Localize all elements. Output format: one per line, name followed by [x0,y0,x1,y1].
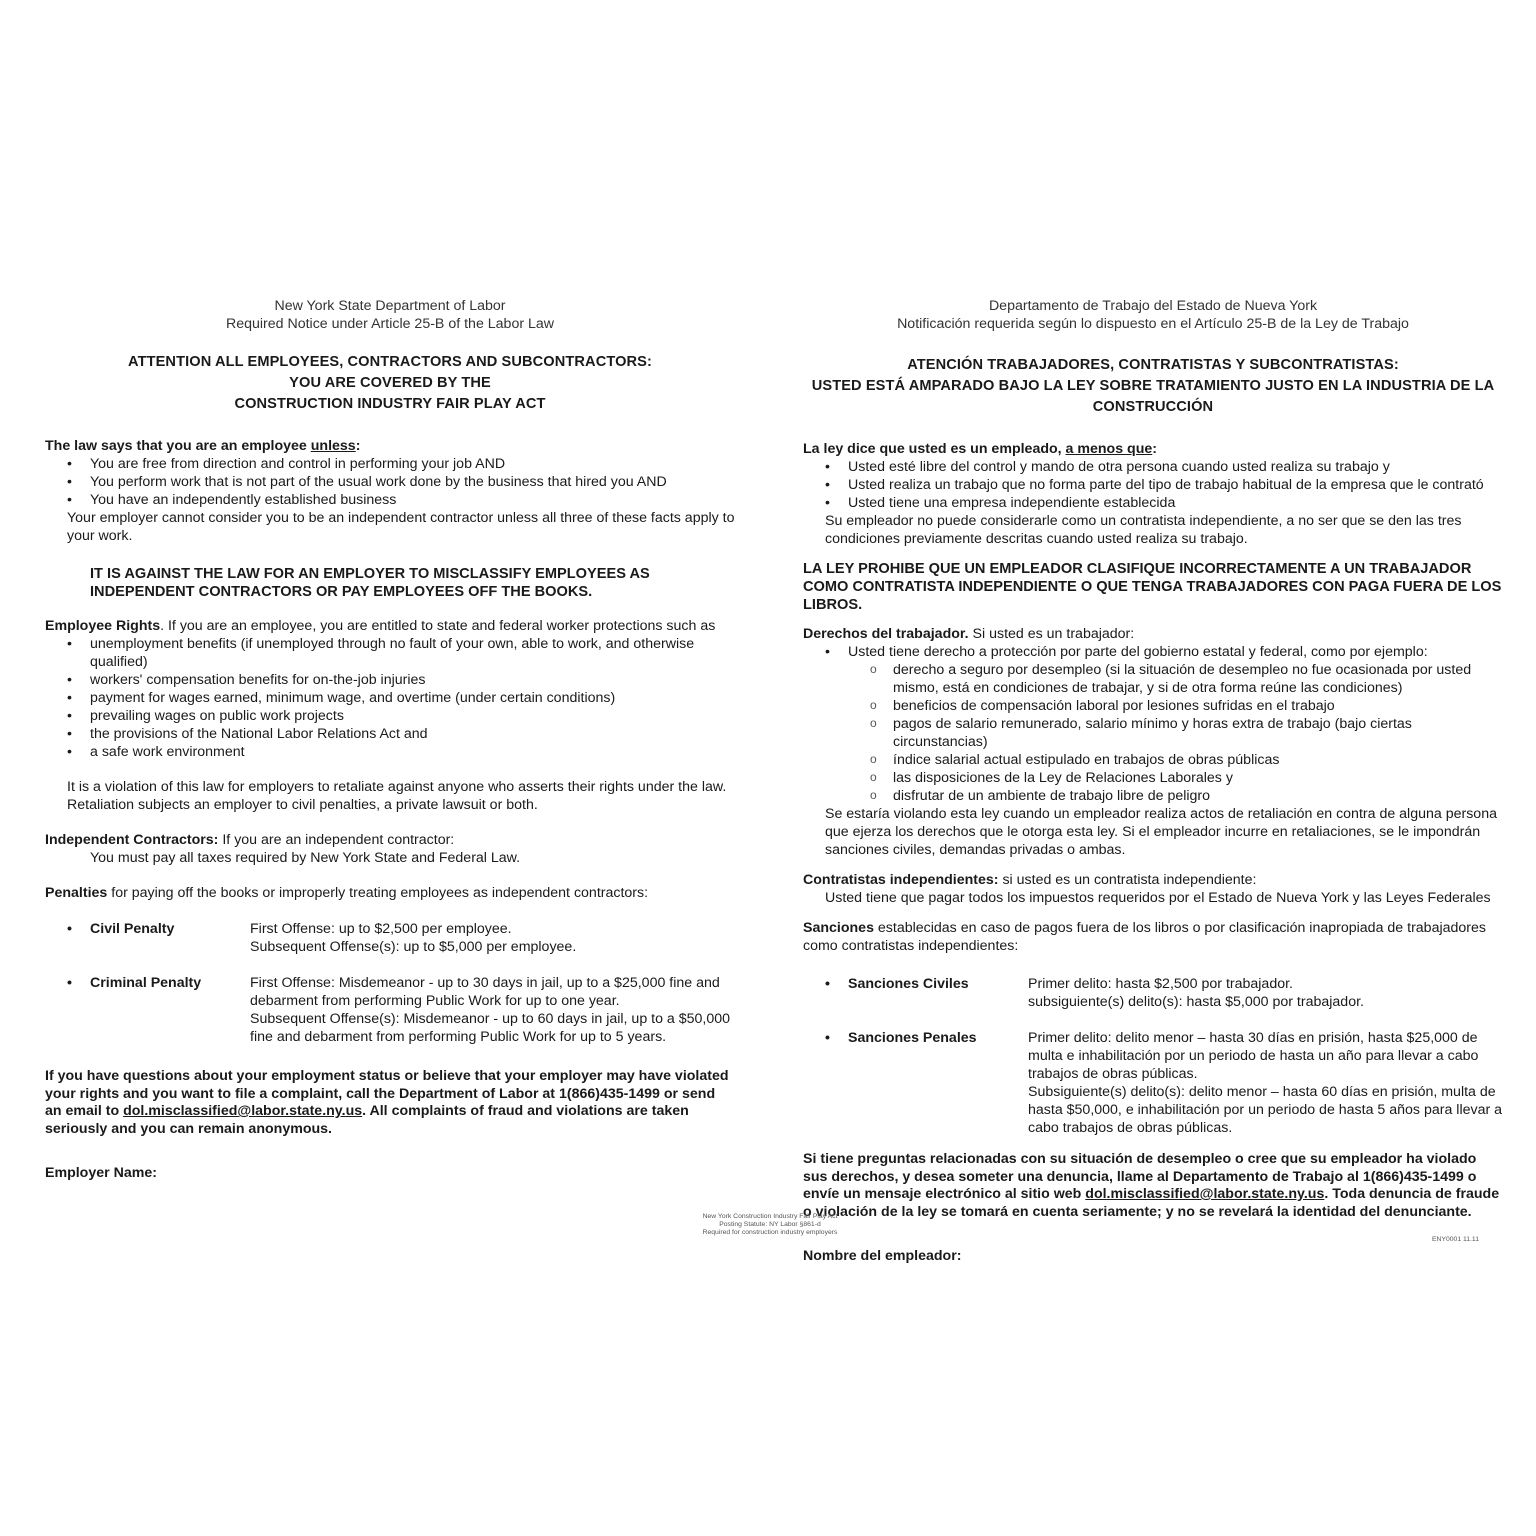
notice-title-es: ATENCIÓN TRABAJADORES, CONTRATISTAS Y SUBCONTRATISTAS: USTED ESTÁ AMPARADO BAJO LA LEY SOBRE TRATAMIENTO JUSTO EN LA INDUSTRIA DE LA CONSTRUCCIÓN [811,357,1495,415]
list-item: o pagos de salario remunerado, salario mínimo y horas extra de trabajo (bajo ciertas circunstancias) [870,715,1503,751]
notice-title: ATTENTION ALL EMPLOYEES, CONTRACTORS AND SUBCONTRACTORS: YOU ARE COVERED BY THE CONSTRUCTION INDUSTRY FAIR PLAY ACT [128,354,652,412]
employer-name-label: Employer Name: [45,1165,157,1181]
department-name: New York State Department of Labor [274,298,506,314]
civil-penalty-row-es: • Sanciones Civiles Primer delito: hasta $2,500 por trabajador. subsiguiente(s) delito(s): hasta $5,000 por trabajador. [803,975,1503,1011]
employee-rights-section [45,617,735,814]
employee-rights-section-es: Derechos del trabajador. Si usted es un trabajador: • Usted tiene derecho a protección por parte del gobierno estatal y federal, como por ejemplo: o derecho a seguro por desempleo (si la situación de desempleo no fue ocasionada por usted mismo, está en condiciones de trabajar, y si de otra forma reúne las condiciones) o beneficios de compensación laboral por lesiones sufridas en el trabajo o pagos de salario remunerado, salario mínimo y horas extra de trabajo (bajo ciertas circunstancias) o índice salarial actual estipulado en trabajos de obras públicas o las disposiciones de la Ley de Relaciones Laborales y o disfrutar de un ambiente de trabajo libre de peligro Se estaría violando esta ley cuando un empleador realiza actos de retaliación en contra de alguna persona que ejerza los derechos que le otorga esta ley. Si el empleador incurre en retaliaciones, se le impondrán sanciones civiles, demandas privadas o ambas. [803,625,1503,859]
department-name-es: Departamento de Trabajo del Estado de Nueva York [988,298,1318,314]
civil-penalty-row: • Civil Penalty First Offense: up to $2,500 per employee. Subsequent Offense(s): up to $5,000 per employee. [45,920,735,956]
employee-criteria-list [45,455,735,509]
employee-rights-sublist-es [803,661,1503,805]
list-item: • a safe work environment [67,743,735,761]
spanish-notice [803,297,1503,1265]
complaint-contact-info: If you have questions about your employment status or believe that your employer may have violated your rights and you want to file a complaint, call the Department of Labor at 1(866)435-1499 or send an email to dol.misclassified@labor.state.ny.us. All complaints of fraud and violations are taken seriously and you can remain anonymous. [45,1068,729,1137]
employee-definition-section [45,437,735,545]
notice-subtitle-es: Notificación requerida según lo dispuesto en el Artículo 25-B de la Ley de Trabajo [897,316,1409,332]
english-notice [45,297,735,1182]
independent-contractors-section-es: Contratistas independientes: si usted es un contratista independiente: Usted tiene que pagar todos los impuestos requeridos por el Estado de Nueva York y las Leyes Federales [803,872,1491,906]
footer-statute-info: New York Construction Industry Fair Play Act Posting Statute: NY Labor §861-d Required for construction industry employers [702,1213,838,1236]
complaint-contact-info-es: Si tiene preguntas relacionadas con su situación de desempleo o cree que su empleador ha violado sus derechos, y desea someter una denuncia, llame al Departamento de Trabajo al 1(866)435-1499 o envíe un mensaje electrónico al sitio web dol.misclassified@labor.state.ny.us. Toda denuncia de fraude o violación de la ley se tomará en cuenta seriamente; y no se revelará la identidad del denunciante. [803,1151,1500,1220]
employee-rights-intro: Employee Rights. If you are an employee, you are entitled to state and federal worker protections such as [45,618,716,634]
list-item: • You perform work that is not part of the usual work done by the business that hired you AND [67,473,735,491]
list-item: • unemployment benefits (if unemployed through no fault of your own, able to work, and otherwise qualified) [67,635,735,671]
contractors-tax-text: You must pay all taxes required by New York State and Federal Law. [90,850,521,866]
list-item: • You have an independently established business [67,491,735,509]
penalties-section-es: Sanciones establecidas en caso de pagos fuera de los libros o por clasificación inapropiada de trabajadores como contratistas independientes: • Sanciones Civiles Primer delito: hasta $2,500 por trabajador. subsiguiente(s) delito(s): hasta $5,000 por trabajador. • Sanciones Penales Primer delito: delito menor – hasta 30 días en prisión, hasta $25,000 de multa e inhabilitación por un periodo de hasta un año para llevar a cabo trabajos de obras públicas. Subsiguiente(s) delito(s): delito menor – hasta 60 días en prisión, multa de hasta $50,000, e inhabilitación por un periodo de hasta 5 años para llevar a cabo trabajos de obras públicas. [803,919,1503,1137]
retaliation-notice-es: Se estaría violando esta ley cuando un empleador realiza actos de retaliación en contra de alguna persona que ejerza los derechos que le otorga esta ley. Si el empleador incurre en retaliaciones, se le impondrán sanciones civiles, demandas privadas o ambas. [825,806,1497,858]
list-item: • You are free from direction and control in performing your job AND [67,455,735,473]
complaint-email-link-es[interactable]: dol.misclassified@labor.state.ny.us [1085,1186,1325,1202]
list-item: o disfrutar de un ambiente de trabajo libre de peligro [870,787,1503,805]
penalties-section: Penalties for paying off the books or improperly treating employees as independent contractors: • Civil Penalty First Offense: up to $2,500 per employee. Subsequent Offense(s): up to $5,000 per employee. • Criminal Penalty First Offense: Misdemeanor - up to 30 days in jail, up to a $25,000 fine and debarment from performing Public Work for up to one year. Subsequent Offense(s): Misdemeanor - up to 60 days in jail, up to a $50,000 fine and debarment from performing Public Work for up to 5 years. [45,884,735,1046]
list-item: • the provisions of the National Labor Relations Act and [67,725,735,743]
notice-subtitle: Required Notice under Article 25-B of the Labor Law [225,316,555,332]
employer-name-label-es: Nombre del empleador: [803,1248,962,1264]
misclassification-warning: IT IS AGAINST THE LAW FOR AN EMPLOYER TO MISCLASSIFY EMPLOYEES AS INDEPENDENT CONTRACTORS OR PAY EMPLOYEES OFF THE BOOKS. [90,566,650,600]
employee-criteria-list-es [803,458,1503,512]
list-item: • Usted esté libre del control y mando de otra persona cuando usted realiza su trabajo y [825,458,1503,476]
employee-definition-conclusion: Your employer cannot consider you to be an independent contractor unless all three of these facts apply to your work. [67,510,735,544]
list-item: o las disposiciones de la Ley de Relaciones Laborales y [870,769,1503,787]
list-item: • payment for wages earned, minimum wage, and overtime (under certain conditions) [67,689,735,707]
list-item: o derecho a seguro por desempleo (si la situación de desempleo no fue ocasionada por usted mismo, está en condiciones de trabajar, y si de otra forma reúne las condiciones) [870,661,1503,697]
list-item: • Usted tiene una empresa independiente establecida [825,494,1503,512]
criminal-penalty-row-es: • Sanciones Penales Primer delito: delito menor – hasta 30 días en prisión, hasta $25,000 de multa e inhabilitación por un periodo de hasta un año para llevar a cabo trabajos de obras públicas. Subsiguiente(s) delito(s): delito menor – hasta 60 días en prisión, multa de hasta $50,000, e inhabilitación por un periodo de hasta 5 años para llevar a cabo trabajos de obras públicas. [803,1029,1503,1137]
form-code: ENY0001 11.11 [1432,1236,1479,1243]
retaliation-notice: It is a violation of this law for employers to retaliate against anyone who asserts their rights under the law. Retaliation subjects an employer to civil penalties, a private lawsuit or both. [67,779,727,813]
list-item: • Usted tiene derecho a protección por parte del gobierno estatal y federal, como por ejemplo: [825,643,1503,661]
independent-contractors-section: Independent Contractors: If you are an independent contractor: You must pay all taxes required by New York State and Federal Law. [45,831,735,867]
list-item: • workers' compensation benefits for on-the-job injuries [67,671,735,689]
complaint-email-link[interactable]: dol.misclassified@labor.state.ny.us [123,1103,363,1119]
list-item: o índice salarial actual estipulado en trabajos de obras públicas [870,751,1503,769]
employee-definition-heading: The law says that you are an employee unless: [45,438,361,454]
list-item: • Usted realiza un trabajo que no forma parte del tipo de trabajo habitual de la empresa que le contrató [825,476,1503,494]
misclassification-warning-es: LA LEY PROHIBE QUE UN EMPLEADOR CLASIFIQUE INCORRECTAMENTE A UN TRABAJADOR COMO CONTRATISTA INDEPENDIENTE O QUE TENGA TRABAJADORES CON PAGA FUERA DE LOS LIBROS. [803,561,1502,613]
list-item: o beneficios de compensación laboral por lesiones sufridas en el trabajo [870,697,1503,715]
employee-definition-section-es: La ley dice que usted es un empleado, a menos que: • Usted esté libre del control y mando de otra persona cuando usted realiza su trabajo y • Usted realiza un trabajo que no forma parte del tipo de trabajo habitual de la empresa que le contrató • Usted tiene una empresa independiente establecida Su empleador no puede considerarle como un contratista independiente, a no ser que se den las tres condiciones previamente descritas cuando usted realiza su trabajo. [803,440,1503,548]
criminal-penalty-row: • Criminal Penalty First Offense: Misdemeanor - up to 30 days in jail, up to a $25,000 fine and debarment from performing Public Work for up to one year. Subsequent Offense(s): Misdemeanor - up to 60 days in jail, up to a $50,000 fine and debarment from performing Public Work for up to 5 years. [45,974,735,1046]
list-item: • prevailing wages on public work projects [67,707,735,725]
employee-rights-list [45,635,735,761]
